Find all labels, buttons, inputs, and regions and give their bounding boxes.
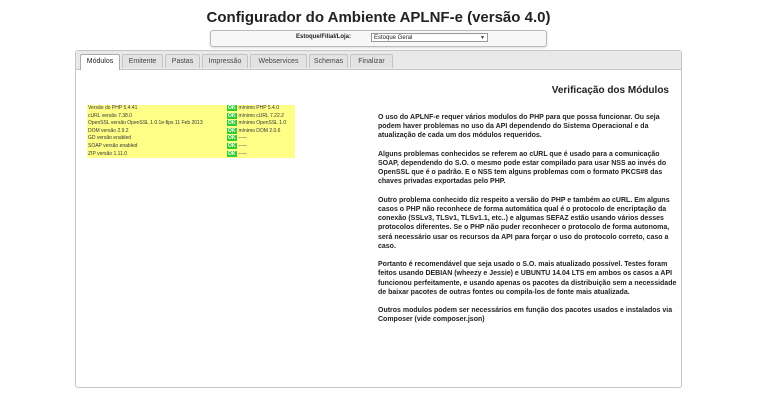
table-row <box>87 120 295 128</box>
tab-webservices[interactable]: Webservices <box>250 54 307 68</box>
module-name: OpenSSL versão OpenSSL 1.0.1e-fips 11 Feb 2013 <box>88 120 203 127</box>
page-title: Configurador do Ambiente APLNF-e (versão 4.0) <box>206 9 551 26</box>
module-name: DOM versão 2.9.2 <box>88 127 129 134</box>
description-text <box>378 113 678 334</box>
module-note: mínimo cURL 7.22.2 <box>238 112 284 119</box>
description-paragraph: Portanto é recomendável que seja usado o S.O. mais atualizado possível. Testes foram feitos usando DEBIAN (wheezy e Jessie) e UBUNTU 14.04 LTS em ambos os casos a API funcionou perfeitamente, e usando apenas os pacotes da distribuição sem a necessidade de baixar pacotes de outras fontes ou compila-los de fonte mais atualizada. <box>378 261 677 296</box>
status-badge: OK <box>228 105 236 111</box>
module-status-cell <box>226 135 295 143</box>
tab-emitente[interactable]: Emitente <box>122 54 163 68</box>
tab-finalizar[interactable]: Finalizar <box>350 54 393 68</box>
module-status-cell <box>226 143 295 151</box>
tab-schemas[interactable]: Schemas <box>309 54 348 68</box>
status-badge: OK <box>228 150 236 157</box>
module-status-cell <box>226 105 295 113</box>
module-note: ----- <box>238 142 247 149</box>
tab-modulos[interactable]: Módulos <box>80 54 120 70</box>
status-badge: OK <box>228 135 236 142</box>
table-row <box>87 151 295 159</box>
tab-impressao[interactable]: Impressão <box>202 54 248 68</box>
table-row <box>87 128 295 136</box>
description-paragraph: Alguns problemas conhecidos se referem ao cURL que é usado para a comunicação SOAP, dependendo do S.O. o mesmo pode estar compilado para usar NSS ao invés do OpenSSL que é o padrão. E o NSS tem alguns problemas com o formato PKCS#8 das chaves privadas exportadas pelo PHP. <box>378 150 667 186</box>
module-name: cURL versão 7.38.0 <box>88 112 133 119</box>
table-row <box>87 105 295 113</box>
module-note: mínimo PHP 5.4.0 <box>238 105 279 111</box>
table-row <box>87 143 295 151</box>
store-select-bar <box>210 30 547 47</box>
description-paragraph: Outro problema conhecido diz respeito a versão do PHP e também ao cURL. Em alguns casos o PHP não reconhece de forma automática qual é o protocolo de encriptação da conexão (SSLv3, TLSv1, TLSv1.1, etc..) e algumas SEFAZ estão usando vários desses protocolos diferentes. Se o PHP não puder reconhecer o protocolo de forma autonoma, será necessário usar os recursos da API para forçar o uso do protocolo correto, caso a caso. <box>378 196 670 250</box>
module-status-cell <box>226 113 295 121</box>
status-badge: OK <box>228 112 236 119</box>
module-name: GD versão enabled <box>88 135 132 142</box>
module-note: ----- <box>238 135 247 142</box>
status-badge: OK <box>228 120 236 127</box>
modules-table <box>87 105 295 158</box>
module-note: mínimo OpenSSL 1.0 <box>238 120 287 127</box>
tab-bar <box>76 51 681 70</box>
module-name: SOAP versão enabled <box>88 142 138 149</box>
tab-pastas[interactable]: Pastas <box>165 54 200 68</box>
table-row <box>87 113 295 121</box>
description-paragraph: O uso do APLNF-e requer vários modulos do PHP para que possa funcionar. Ou seja podem haver problemas no uso da API dependendo do Sistema Operacional e da atualização de cada um dos módulos requeridos. <box>378 114 660 140</box>
module-note: ----- <box>238 150 247 157</box>
table-row <box>87 135 295 143</box>
module-status-cell <box>226 151 295 159</box>
section-heading: Verificação dos Módulos <box>551 85 669 96</box>
store-select-value: Estoque Geral <box>374 35 413 41</box>
module-name: Versão do PHP 5.4.41 <box>88 105 138 111</box>
config-panel <box>75 50 682 388</box>
status-badge: OK <box>228 142 236 149</box>
status-badge: OK <box>228 127 236 134</box>
description-paragraph: Outros modulos podem ser necessários em função dos pacotes usados e instalados via Composer (vide composer.json) <box>378 307 673 324</box>
module-status-cell <box>226 128 295 136</box>
module-name: ZIP versão 1.11.0 <box>88 150 128 157</box>
chevron-down-icon: ▼ <box>480 35 485 41</box>
store-select[interactable] <box>371 33 488 42</box>
module-note: mínimo DOM 2.0.6 <box>238 127 281 134</box>
module-status-cell <box>226 120 295 128</box>
store-select-label: Estoque/Filial/Loja: <box>296 34 352 40</box>
